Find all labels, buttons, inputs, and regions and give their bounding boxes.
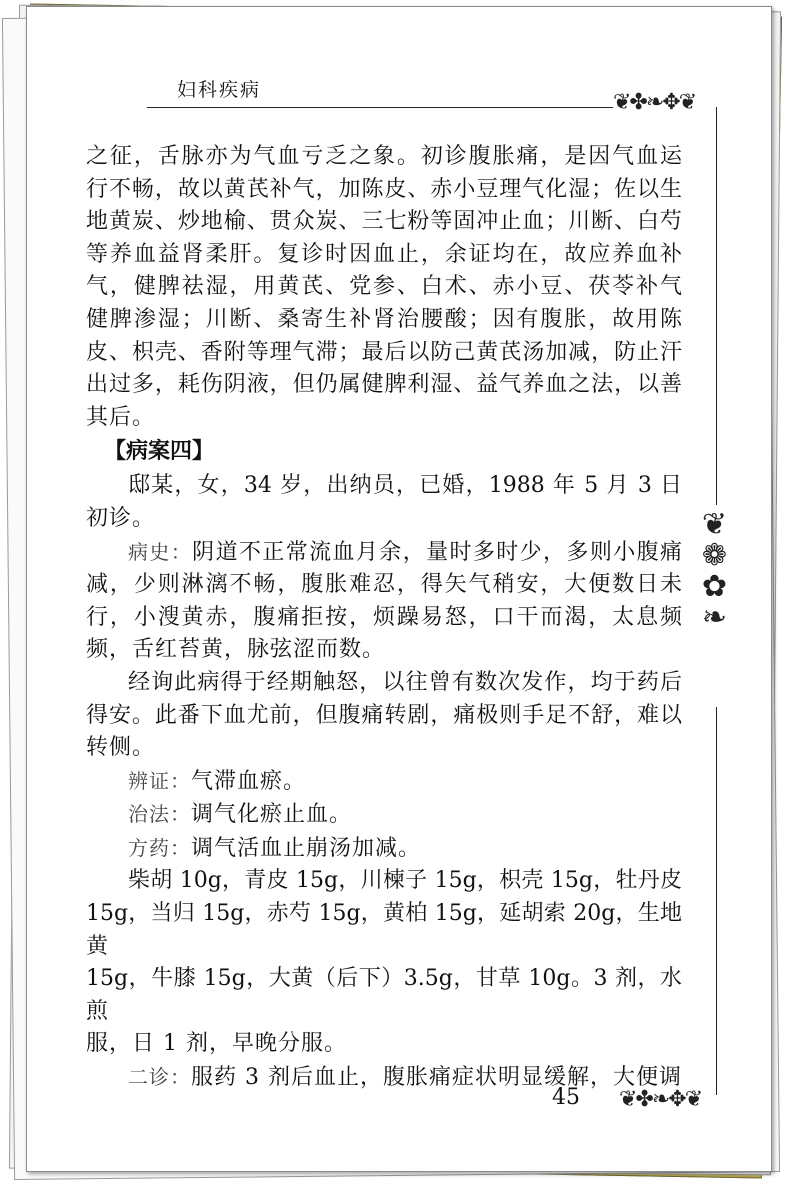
line-text: 气滞血瘀。 [191,768,307,794]
line-text: 之征，舌脉亦为气血亏乏之象。初诊腹胀痛，是因气血运 [86,144,682,169]
line-text: 地黄炭、炒地榆、贯众炭、三七粉等固冲止血；川断、白芍 [86,209,682,235]
line-text: 频，舌红苔黄，脉弦涩而数。 [86,637,386,663]
line-text: 初诊。 [86,505,156,531]
paragraph [86,536,682,667]
paragraph [86,1061,682,1095]
text-line [86,700,682,733]
continuation-paragraph [86,141,682,434]
paragraph-label: 病史： [128,539,193,564]
paragraph [86,765,682,799]
paragraph-label: 方药： [128,835,191,860]
line-text: 皮、枳壳、香附等理气滞；最后以防己黄芪汤加减，防止汗 [86,339,682,365]
side-rule-upper [716,107,717,505]
ornament-side-icon: ❦❁✿❧ [697,507,732,631]
ornament-top-icon: ❦✤❧✥❦ [613,90,696,115]
book-page [26,6,772,1172]
text-line [86,536,682,570]
paragraph [86,832,682,866]
ornament-bottom-icon: ❦✤❧✥❦ [619,1087,702,1112]
text-line [86,865,682,898]
text-line [86,765,682,799]
line-text: 健脾渗湿；川断、桑寄生补肾治腰酸；因有腹胀，故用陈 [86,306,682,332]
text-line [86,667,682,700]
paragraph-label: 辨证： [128,768,191,793]
line-text: 行，小溲黄赤，腹痛拒按，烦躁易怒，口干而渴，太息频 [86,604,682,630]
line-text: 调气活血止崩汤加减。 [191,835,422,861]
line-text: 行不畅，故以黄芪补气，加陈皮、赤小豆理气化湿；佐以生 [86,176,682,202]
line-text: 减，少则淋漓不畅，腹胀难忍，得矢气稍安，大便数日未 [86,572,682,598]
text-line [86,832,682,866]
text-line [86,141,682,174]
line-text: 邸某，女，34 岁，出纳员，已婚，1988 年 5 月 3 日 [128,473,682,499]
text-line [86,239,682,272]
case-heading: 【病案四】 [104,439,215,465]
line-text: 得安。此番下血尤前，但腹痛转剧，痛极则手足不舒，难以 [86,702,682,728]
header-rule [147,107,613,108]
line-text: 经询此病得于经期触怒，以往曾有数次发作，均于药后 [128,669,682,695]
paragraph-label: 治法： [128,802,191,827]
text-line [86,369,682,402]
text-line [86,634,682,667]
text-line [86,402,682,435]
text-line [86,304,682,337]
line-text: 服药 3 剂后血止，腹胀痛症状明显缓解，大便调 [191,1065,682,1091]
text-line [86,1061,682,1095]
text-line [86,602,682,635]
paragraph [86,667,682,765]
line-text: 服，日 1 剂，早晚分服。 [86,1031,347,1057]
text-line [86,271,682,304]
text-line [86,174,682,207]
line-text: 调气化瘀止血。 [191,802,353,828]
text-line [86,337,682,370]
text-line [86,470,682,503]
line-text: 15g，牛膝 15g，大黄（后下）3.5g，甘草 10g。3 剂，水煎 [86,966,682,1024]
line-text: 出过多，耗伤阴液，但仍属健脾利湿、益气养血之法，以善 [86,372,682,398]
text-line [86,732,682,765]
text-line [86,1028,682,1061]
text-line [86,963,682,1028]
case-paragraphs [86,470,682,1094]
line-text: 阴道不正常流血月余，量时多时少，多则小腹痛 [192,539,682,565]
paragraph [86,798,682,832]
text-line [86,503,682,536]
line-text: 气，健脾祛湿，用黄芪、党参、白术、赤小豆、茯苓补气 [86,274,682,300]
text-line [86,569,682,602]
paragraph [86,470,682,535]
paragraph [86,865,682,1061]
paragraph-label: 二诊： [128,1065,191,1090]
line-text: 15g，当归 15g，赤芍 15g，黄柏 15g，延胡索 20g，生地黄 [86,901,682,959]
line-text: 柴胡 10g，青皮 15g，川楝子 15g，枳壳 15g，牡丹皮 [128,868,682,894]
page-body [86,141,682,1095]
text-line [86,798,682,832]
line-text: 其后。 [86,404,156,430]
line-text: 等养血益肾柔肝。复诊时因血止，余证均在，故应养血补 [86,241,682,267]
side-rule-lower [716,707,717,1095]
page-number: 45 [552,1085,580,1110]
text-line [86,898,682,963]
running-head: 妇科疾病 [177,79,262,101]
line-text: 转侧。 [86,735,156,761]
text-line [86,206,682,239]
